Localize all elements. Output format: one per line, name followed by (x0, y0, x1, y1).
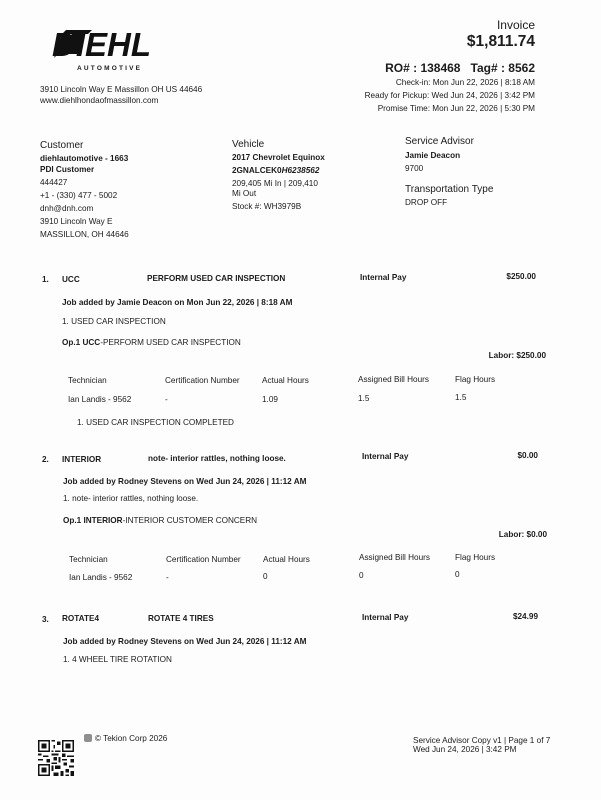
tech-header-assigned: Assigned Bill Hours (359, 553, 430, 562)
tech-cert: - (166, 573, 169, 582)
op-code: Op.1 INTERIOR (63, 516, 123, 525)
customer-type: PDI Customer (40, 165, 95, 174)
logo-text: DIEHL (52, 28, 151, 60)
tech-name: Ian Landis - 9562 (68, 395, 132, 404)
job-pay-type: Internal Pay (362, 452, 409, 461)
tech-header-actual: Actual Hours (263, 555, 310, 564)
customer-name: diehlautomotive - 1663 (40, 154, 129, 163)
job-description: note- interior rattles, nothing loose. (148, 454, 286, 463)
job-description: PERFORM USED CAR INSPECTION (147, 274, 286, 283)
tech-header-flag: Flag Hours (455, 553, 496, 562)
footer-printed: Wed Jun 24, 2026 | 3:42 PM (413, 745, 517, 754)
customer-id: 444427 (40, 178, 68, 187)
tech-cert: - (165, 395, 168, 404)
tech-header-technician: Technician (68, 376, 107, 385)
vehicle-heading: Vehicle (232, 139, 265, 150)
ro-tag-line (385, 61, 535, 75)
tech-flag-hours: 1.5 (455, 393, 467, 402)
tech-name: Ian Landis - 9562 (69, 573, 133, 582)
transport-type: DROP OFF (405, 198, 448, 207)
transport-heading: Transportation Type (405, 184, 494, 195)
customer-street: 3910 Lincoln Way E (40, 217, 113, 226)
customer-phone: +1 - (330) 477 - 5002 (40, 191, 118, 200)
op-description: -INTERIOR CUSTOMER CONCERN (122, 516, 258, 525)
tech-header-technician: Technician (69, 555, 108, 564)
job-description: ROTATE 4 TIRES (148, 614, 214, 623)
job-number: 2. (42, 455, 49, 464)
tekion-logo-icon (84, 734, 92, 742)
vehicle-model: 2017 Chevrolet Equinox (232, 153, 325, 162)
ro-number: 138468 (420, 61, 461, 75)
tag-label: Tag# : (470, 61, 505, 75)
vehicle-stock: Stock #: WH3979B (232, 202, 302, 211)
advisor-name: Jamie Deacon (405, 151, 461, 160)
job-amount: $0.00 (517, 451, 538, 460)
tech-actual-hours: 0 (263, 572, 268, 581)
tech-flag-hours: 0 (455, 570, 460, 579)
job-concern: 1. USED CAR INSPECTION (62, 317, 166, 326)
tag-number: 8562 (508, 61, 535, 75)
footer-copyright: © Tekion Corp 2026 (95, 734, 168, 743)
tech-header-flag: Flag Hours (455, 375, 496, 384)
promise-time: Promise Time: Mon Jun 22, 2026 | 5:30 PM (377, 104, 535, 113)
qr-code-icon (38, 740, 74, 776)
job-number: 3. (42, 615, 49, 624)
op-code: Op.1 UCC (62, 338, 101, 347)
vin-prefix: 2GNALCEK0 (232, 166, 282, 175)
job-operation (62, 338, 241, 347)
job-number: 1. (42, 275, 49, 284)
job-added-by: Job added by Jamie Deacon on Mon Jun 22, 2026 | 8:18 AM (62, 298, 293, 307)
tech-header-cert: Certification Number (166, 555, 241, 564)
tech-assigned-hours: 0 (359, 571, 364, 580)
advisor-id: 9700 (405, 164, 424, 173)
job-added-by: Job added by Rodney Stevens on Wed Jun 24, 2026 | 11:12 AM (63, 637, 307, 646)
job-added-by: Job added by Rodney Stevens on Wed Jun 24, 2026 | 11:12 AM (63, 477, 307, 486)
customer-email: dnh@dnh.com (40, 204, 94, 213)
dealer-address: 3910 Lincoln Way E Massillon OH US 44646 (40, 85, 203, 94)
tech-actual-hours: 1.09 (262, 395, 278, 404)
job-concern: 1. 4 WHEEL TIRE ROTATION (63, 655, 172, 664)
ready-time: Ready for Pickup: Wed Jun 24, 2026 | 3:42 PM (364, 91, 535, 100)
job-pay-type: Internal Pay (362, 613, 409, 622)
vin-suffix: H6238562 (281, 166, 320, 175)
customer-city: MASSILLON, OH 44646 (40, 230, 129, 239)
job-pay-type: Internal Pay (360, 273, 407, 282)
dealer-website: www.diehlhondaofmassillon.com (40, 96, 159, 105)
job-labor: Labor: $0.00 (498, 530, 547, 539)
job-amount: $24.99 (512, 612, 538, 621)
job-concern: 1. note- interior rattles, nothing loose. (63, 494, 199, 503)
customer-heading: Customer (40, 140, 84, 151)
ro-label: RO# : (385, 61, 418, 75)
vehicle-miles-line2: Mi Out (232, 189, 257, 198)
job-tech-note: 1. USED CAR INSPECTION COMPLETED (77, 418, 234, 427)
checkin-time: Check-in: Mon Jun 22, 2026 | 8:18 AM (395, 78, 535, 87)
job-amount: $250.00 (506, 272, 536, 281)
invoice-total: $1,811.74 (466, 33, 535, 50)
tech-header-assigned: Assigned Bill Hours (358, 375, 429, 384)
job-code: INTERIOR (62, 455, 102, 464)
tech-header-cert: Certification Number (165, 376, 240, 385)
footer-copy-info: Service Advisor Copy v1 | Page 1 of 7 (413, 736, 551, 745)
job-code: ROTATE4 (62, 614, 99, 623)
vehicle-miles-line1: 209,405 Mi In | 209,410 (232, 179, 318, 188)
dealer-logo (52, 28, 170, 60)
logo-subtitle: AUTOMOTIVE (77, 65, 143, 72)
job-operation (63, 516, 257, 525)
op-description: -PERFORM USED CAR INSPECTION (100, 338, 241, 347)
job-code: UCC (62, 275, 80, 284)
job-labor: Labor: $250.00 (488, 351, 546, 360)
invoice-title: Invoice (496, 18, 535, 32)
advisor-heading: Service Advisor (405, 136, 474, 147)
tech-assigned-hours: 1.5 (358, 394, 370, 403)
vehicle-vin (232, 166, 319, 175)
tech-header-actual: Actual Hours (262, 376, 309, 385)
